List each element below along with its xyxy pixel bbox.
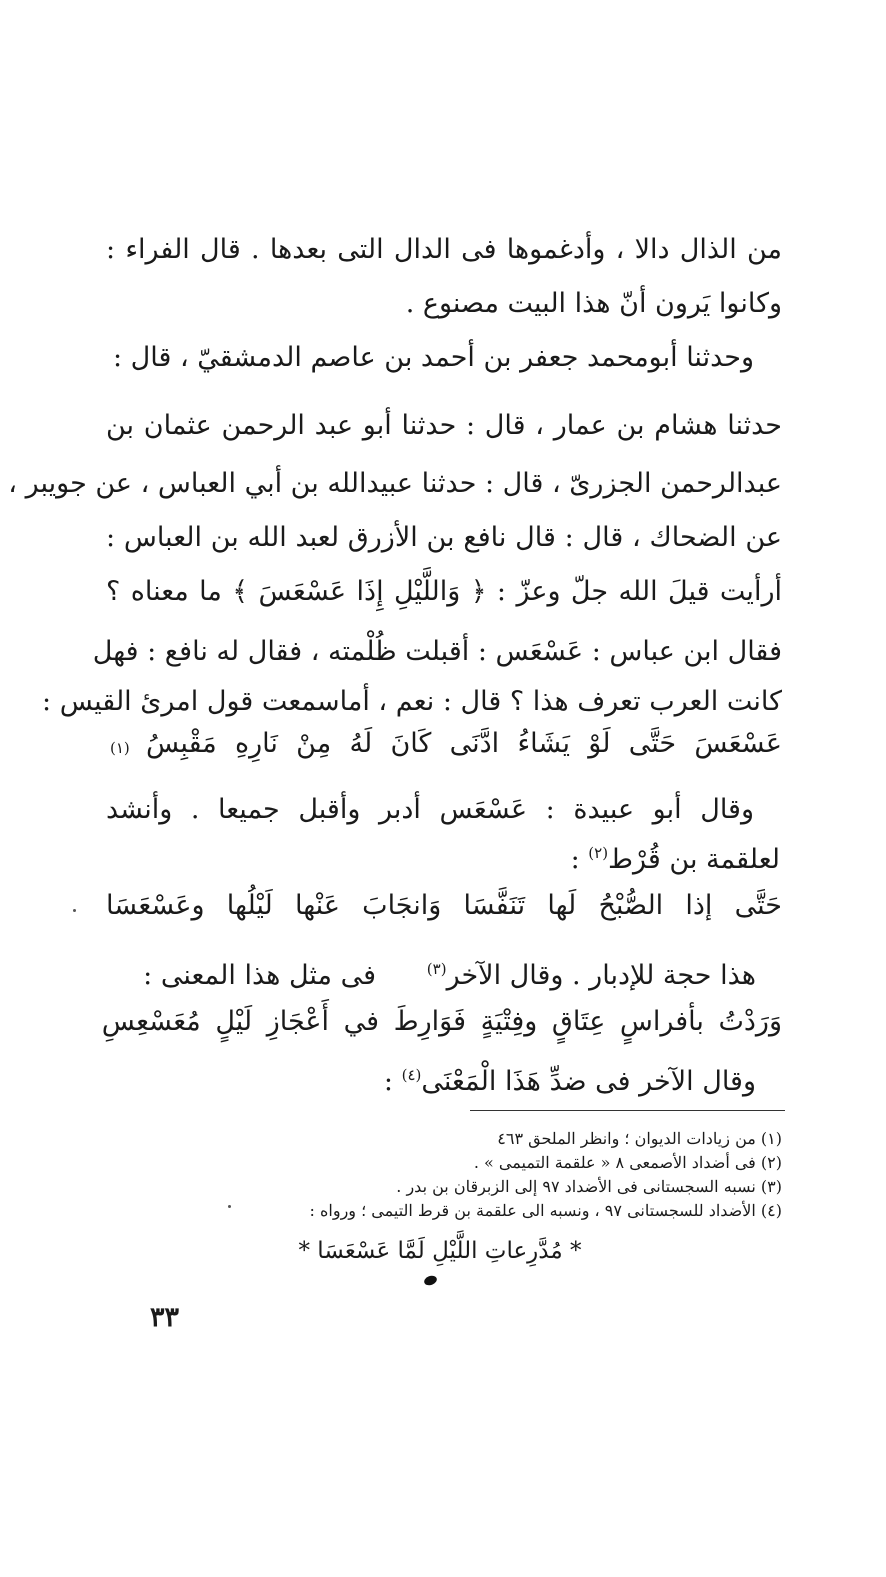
book-page: من الذال دالا ، وأدغموها فى الدال التى بعدها . قال الفراء : وكانوا يَرون أنّ هذا البيت مصنوع . وحدثنا أبومحمد جعفر بن أحمد بن عاصم الدمشقيّ ، قال : حدثنا هشام بن عمار ، قال : حدثنا أبو عبد الرحمن عثمان بن عبدالرحمن الجزرىّ ، قال : حدثنا عبيدالله بن أبي العباس ، عن جويبر ، عن الضحاك ، قال : قال نافع بن الأزرق لعبد الله بن العباس : أرأيت قيلَ الله جلّ وعزّ : ﴿ وَاللَّيْلِ إِذَا عَسْعَسَ ﴾ ما معناه ؟ فقال ابن عباس : عَسْعَس : أقبلت ظُلْمته ، فقال له نافع : فهل كانت العرب تعرف هذا ؟ قال : نعم ، أماسمعت قول امرئ القيس : عَسْعَسَ حَتَّى لَوْ يَشَاءُ ادَّنَى كَانَ لَهُ مِنْ نَارِهِ مَقْبِسُ (١) وقال أبو عبيدة : عَسْعَس أدبر وأقبل جميعا . وأنشد لعلقمة بن قُرْط$^{(٢)}$ : حَتَّى إذا الصُّبْحُ لَها تَنَفَّسَا وَانجَابَ عَنْها لَيْلُها وعَسْعَسَا هذا حجة للإدبار . وقال الآخر$^{(٣)}$ فى مثل هذا المعنى : وَرَدْتُ بأفراسٍ عِتَاقٍ وفِتْيَةٍ فَوَارِطَ في أَعْجَازِ لَيْلٍ مُعَسْعِسِ وقال الآخر فى ضدِّ هَذَا الْمَعْنَى$^{(٤)}$ : (١) من زيادات الديوان ؛ وانظر الملحق ٤٦٣ (٢) فى أضداد الأصمعى ٨ « علقمة التميمى » . (٣) نسبه السجستانى فى الأضداد ٩٧ إلى الزبرقان بن بدر . (٤) الأضداد للسجستانى ٩٧ ، ونسبه الى علقمة بن قرط التيمى ؛ ورواه : * مُدَّرِعاتِ اللَّيْلِ لَمَّا عَسْعَسَا * ٣٣	[0, 0, 886, 1577]
ink-blot	[423, 1274, 438, 1287]
footnote-marker-4: (٤)	[401, 1066, 422, 1084]
footnote-3: (٣) نسبه السجستانى فى الأضداد ٩٧ إلى الزبرقان بن بدر .	[396, 1177, 782, 1196]
text-line-7: أرأيت قيلَ الله جلّ وعزّ : ﴿ وَاللَّيْلِ إِذَا عَسْعَسَ ﴾ ما معناه ؟	[106, 576, 782, 607]
verse-line-3: وَرَدْتُ بأفراسٍ عِتَاقٍ وفِتْيَةٍ فَوَارِطَ في أَعْجَازِ لَيْلٍ مُعَسْعِسِ	[101, 1006, 782, 1037]
colon: :	[383, 1066, 393, 1097]
text-line-9: كانت العرب تعرف هذا ؟ قال : نعم ، أماسمعت قول امرئ القيس :	[42, 686, 782, 717]
paper-speck	[228, 1205, 231, 1208]
text-line-1: من الذال دالا ، وأدغموها فى الدال التى بعدها . قال الفراء :	[106, 234, 782, 265]
footnote-2: (٢) فى أضداد الأصمعى ٨ « علقمة التميمى » .	[473, 1153, 782, 1172]
paper-speck	[73, 909, 76, 912]
text-line-8: فقال ابن عباس : عَسْعَس : أقبلت ظُلْمته ، فقال له نافع : فهل	[92, 636, 782, 667]
text-line-5: عبدالرحمن الجزرىّ ، قال : حدثنا عبيدالله بن أبي العباس ، عن جويبر ،	[8, 468, 782, 499]
colon: :	[570, 844, 580, 875]
footnote-marker-2: (٢)	[588, 844, 609, 862]
text-line-2: وكانوا يَرون أنّ هذا البيت مصنوع .	[405, 288, 782, 319]
text-line-14-text: وقال الآخر فى ضدِّ هَذَا الْمَعْنَى	[421, 1066, 756, 1097]
verse-line-2: حَتَّى إذا الصُّبْحُ لَها تَنَفَّسَا وَانجَابَ عَنْها لَيْلُها وعَسْعَسَا	[106, 890, 782, 921]
text-line-6: عن الضحاك ، قال : قال نافع بن الأزرق لعبد الله بن العباس :	[106, 522, 782, 553]
verse-line-1	[146, 726, 782, 762]
verse-line-1-text: عَسْعَسَ حَتَّى لَوْ يَشَاءُ ادَّنَى كَانَ لَهُ مِنْ نَارِهِ مَقْبِسُ	[146, 728, 782, 759]
footnote-verse: * مُدَّرِعاتِ اللَّيْلِ لَمَّا عَسْعَسَا *	[298, 1238, 582, 1264]
text-line-11-text: لعلقمة بن قُرْط	[608, 844, 780, 875]
text-line-4: حدثنا هشام بن عمار ، قال : حدثنا أبو عبد الرحمن عثمان بن	[106, 410, 782, 441]
text-line-11	[520, 842, 780, 878]
page-number: ٣٣	[150, 1302, 180, 1333]
text-line-3: وحدثنا أبومحمد جعفر بن أحمد بن عاصم الدمشقيّ ، قال :	[112, 342, 754, 373]
footnote-1: (١) من زيادات الديوان ؛ وانظر الملحق ٤٦٣	[497, 1129, 782, 1148]
footnote-marker-3: (٣)	[426, 960, 447, 978]
text-line-10: وقال أبو عبيدة : عَسْعَس أدبر وأقبل جميعا . وأنشد	[106, 794, 754, 825]
text-line-12-text: هذا حجة للإدبار . وقال الآخر	[446, 960, 756, 991]
text-line-14	[340, 1064, 756, 1100]
text-line-12	[380, 958, 756, 994]
text-line-13: فى مثل هذا المعنى :	[143, 960, 376, 991]
footnote-4: (٤) الأضداد للسجستانى ٩٧ ، ونسبه الى علقمة بن قرط التيمى ؛ ورواه :	[309, 1201, 782, 1220]
footnote-divider	[470, 1110, 785, 1111]
